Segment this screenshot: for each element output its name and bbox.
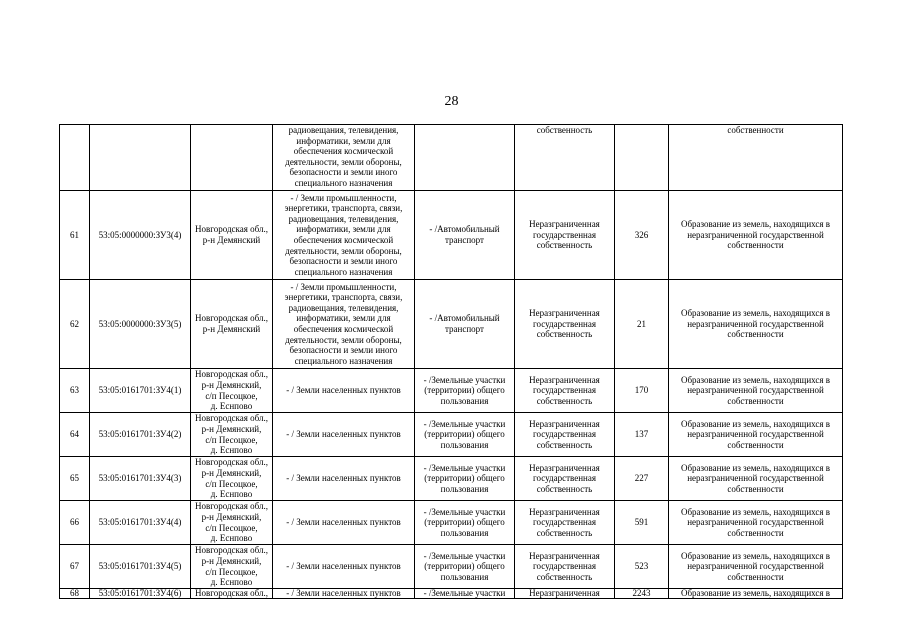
row-number-cell: 66 — [60, 501, 90, 545]
formation-basis-cell: Образование из земель, находящихся в неразграниченной государственной собственности — [669, 369, 843, 413]
row-number-cell: 64 — [60, 413, 90, 457]
address-cell: Новгородская обл., р-н Демянский, с/п Песоцкое, д. Еснпово — [191, 413, 273, 457]
land-category-cell: - / Земли населенных пунктов — [273, 501, 415, 545]
row-number-cell: 67 — [60, 545, 90, 589]
table-row — [60, 457, 843, 501]
area-cell: 137 — [615, 413, 669, 457]
row-number-cell: 61 — [60, 191, 90, 280]
formation-basis-cell: Образование из земель, находящихся в неразграниченной государственной собственности — [669, 191, 843, 280]
land-category-cell: радиовещания, телевидения, информатики, земли для обеспечения космической деятельности, земли обороны, безопасности и земли иного специального назначения — [273, 125, 415, 191]
land-category-cell: - / Земли населенных пунктов — [273, 413, 415, 457]
land-category-cell: - / Земли населенных пунктов — [273, 589, 415, 599]
permitted-use-cell: - /Автомобильный транспорт — [415, 191, 515, 280]
land-category-cell: - / Земли населенных пунктов — [273, 457, 415, 501]
cadastral-number-cell — [90, 125, 191, 191]
row-number-cell: 68 — [60, 589, 90, 599]
formation-basis-cell: Образование из земель, находящихся в — [669, 589, 843, 599]
row-number-cell: 65 — [60, 457, 90, 501]
land-category-cell: - / Земли промышленности, энергетики, транспорта, связи, радиовещания, телевидения, информатики, земли для обеспечения космической деятельности, земли обороны, безопасности и земли иного специального назначения — [273, 191, 415, 280]
ownership-cell: собственность — [515, 125, 615, 191]
table-row — [60, 369, 843, 413]
address-cell: Новгородская обл., р-н Демянский, с/п Песоцкое, д. Еснпово — [191, 369, 273, 413]
table-row — [60, 413, 843, 457]
ownership-cell: Неразграниченная — [515, 589, 615, 599]
permitted-use-cell: - /Земельные участки (территории) общего пользования — [415, 545, 515, 589]
row-number-cell: 62 — [60, 280, 90, 369]
address-cell — [191, 125, 273, 191]
row-number-cell — [60, 125, 90, 191]
area-cell: 326 — [615, 191, 669, 280]
row-number-cell: 63 — [60, 369, 90, 413]
area-cell: 523 — [615, 545, 669, 589]
land-category-cell: - / Земли населенных пунктов — [273, 545, 415, 589]
address-cell: Новгородская обл., р-н Демянский — [191, 191, 273, 280]
table-row — [60, 589, 843, 599]
land-category-cell: - / Земли населенных пунктов — [273, 369, 415, 413]
area-cell: 170 — [615, 369, 669, 413]
cadastral-number-cell: 53:05:0161701:ЗУ4(4) — [90, 501, 191, 545]
formation-basis-cell: Образование из земель, находящихся в неразграниченной государственной собственности — [669, 501, 843, 545]
cadastral-number-cell: 53:05:0000000:ЗУ3(4) — [90, 191, 191, 280]
ownership-cell: Неразграниченная государственная собственность — [515, 280, 615, 369]
formation-basis-cell: Образование из земель, находящихся в неразграниченной государственной собственности — [669, 457, 843, 501]
permitted-use-cell: - /Земельные участки (территории) общего пользования — [415, 457, 515, 501]
formation-basis-cell: собственности — [669, 125, 843, 191]
ownership-cell: Неразграниченная государственная собственность — [515, 413, 615, 457]
permitted-use-cell: - /Земельные участки — [415, 589, 515, 599]
formation-basis-cell: Образование из земель, находящихся в неразграниченной государственной собственности — [669, 413, 843, 457]
table-row — [60, 545, 843, 589]
permitted-use-cell — [415, 125, 515, 191]
cadastral-number-cell: 53:05:0161701:ЗУ4(2) — [90, 413, 191, 457]
formation-basis-cell: Образование из земель, находящихся в неразграниченной государственной собственности — [669, 545, 843, 589]
table-row — [60, 501, 843, 545]
area-cell: 21 — [615, 280, 669, 369]
area-cell: 591 — [615, 501, 669, 545]
cadastral-number-cell: 53:05:0161701:ЗУ4(6) — [90, 589, 191, 599]
ownership-cell: Неразграниченная государственная собственность — [515, 369, 615, 413]
table-row — [60, 280, 843, 369]
land-category-cell: - / Земли промышленности, энергетики, транспорта, связи, радиовещания, телевидения, информатики, земли для обеспечения космической деятельности, земли обороны, безопасности и земли иного специального назначения — [273, 280, 415, 369]
land-plots-table — [59, 124, 843, 599]
address-cell: Новгородская обл., р-н Демянский — [191, 280, 273, 369]
cadastral-number-cell: 53:05:0000000:ЗУ3(5) — [90, 280, 191, 369]
address-cell: Новгородская обл., — [191, 589, 273, 599]
area-cell: 2243 — [615, 589, 669, 599]
formation-basis-cell: Образование из земель, находящихся в неразграниченной государственной собственности — [669, 280, 843, 369]
ownership-cell: Неразграниченная государственная собственность — [515, 457, 615, 501]
area-cell: 227 — [615, 457, 669, 501]
permitted-use-cell: - /Земельные участки (территории) общего пользования — [415, 501, 515, 545]
permitted-use-cell: - /Автомобильный транспорт — [415, 280, 515, 369]
permitted-use-cell: - /Земельные участки (территории) общего пользования — [415, 369, 515, 413]
cadastral-number-cell: 53:05:0161701:ЗУ4(1) — [90, 369, 191, 413]
address-cell: Новгородская обл., р-н Демянский, с/п Песоцкое, д. Еснпово — [191, 501, 273, 545]
area-cell — [615, 125, 669, 191]
table-row — [60, 125, 843, 191]
ownership-cell: Неразграниченная государственная собственность — [515, 501, 615, 545]
page-number: 28 — [444, 94, 459, 109]
ownership-cell: Неразграниченная государственная собственность — [515, 545, 615, 589]
address-cell: Новгородская обл., р-н Демянский, с/п Песоцкое, д. Еснпово — [191, 457, 273, 501]
cadastral-number-cell: 53:05:0161701:ЗУ4(5) — [90, 545, 191, 589]
table-row — [60, 191, 843, 280]
address-cell: Новгородская обл., р-н Демянский, с/п Песоцкое, д. Еснпово — [191, 545, 273, 589]
ownership-cell: Неразграниченная государственная собственность — [515, 191, 615, 280]
cadastral-number-cell: 53:05:0161701:ЗУ4(3) — [90, 457, 191, 501]
permitted-use-cell: - /Земельные участки (территории) общего пользования — [415, 413, 515, 457]
